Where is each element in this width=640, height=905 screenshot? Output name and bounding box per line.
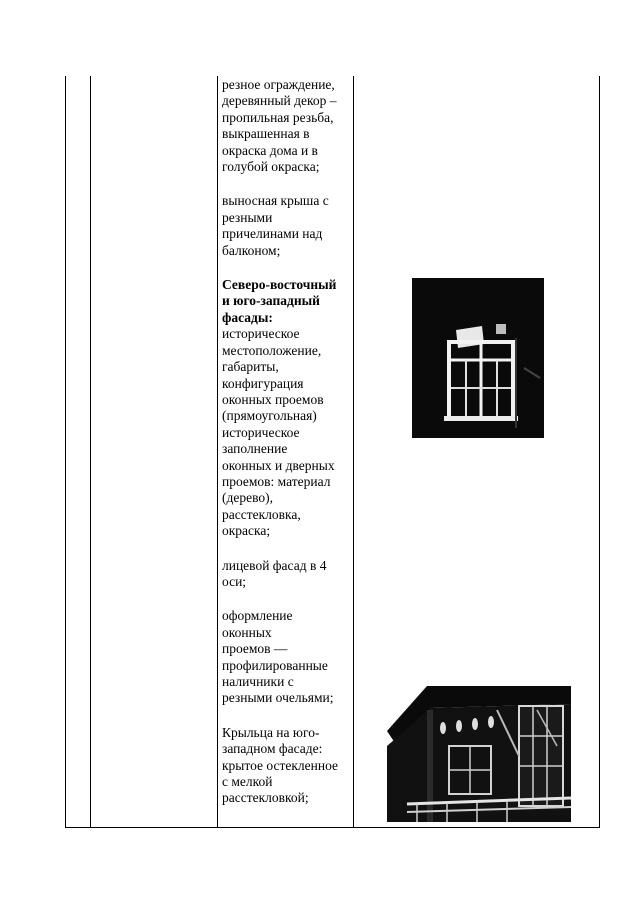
description-cell [222, 77, 352, 825]
window-photo [412, 278, 544, 438]
table-border-left [65, 76, 66, 828]
paragraph-porch: Крыльца на юго- западном фасаде: крытое остекленное с мелкой расстекловкой; [222, 724, 338, 806]
table-border-bottom [65, 827, 599, 828]
facades-heading: Северо-восточный и юго-западный фасады: [222, 277, 337, 325]
paragraph-facades: Северо-восточный и юго-западный фасады: историческое местоположение, габариты, конфигурация оконных проемов (прямоугольная) историческое заполнение оконных и дверных проемов: материал (дерево), расстекловка, окраска; [222, 277, 337, 539]
paragraph-fence-decor: резное ограждение, деревянный декор – пропильная резьба, выкрашенная в окраска дома и в голубой окраска; [222, 77, 337, 175]
porch-photo [387, 686, 571, 822]
paragraph-window-framing: оформление оконных проемов — профилированные наличники с резными очельями; [222, 608, 334, 706]
table-border-col4 [353, 76, 354, 828]
paragraph-roof: выносная крыша с резными причелинами над балконом; [222, 193, 329, 258]
table-border-col2 [90, 76, 91, 828]
paragraph-main-facade: лицевой фасад в 4 оси; [222, 557, 327, 589]
table-border-right [599, 76, 600, 828]
table-border-col3 [217, 76, 218, 828]
